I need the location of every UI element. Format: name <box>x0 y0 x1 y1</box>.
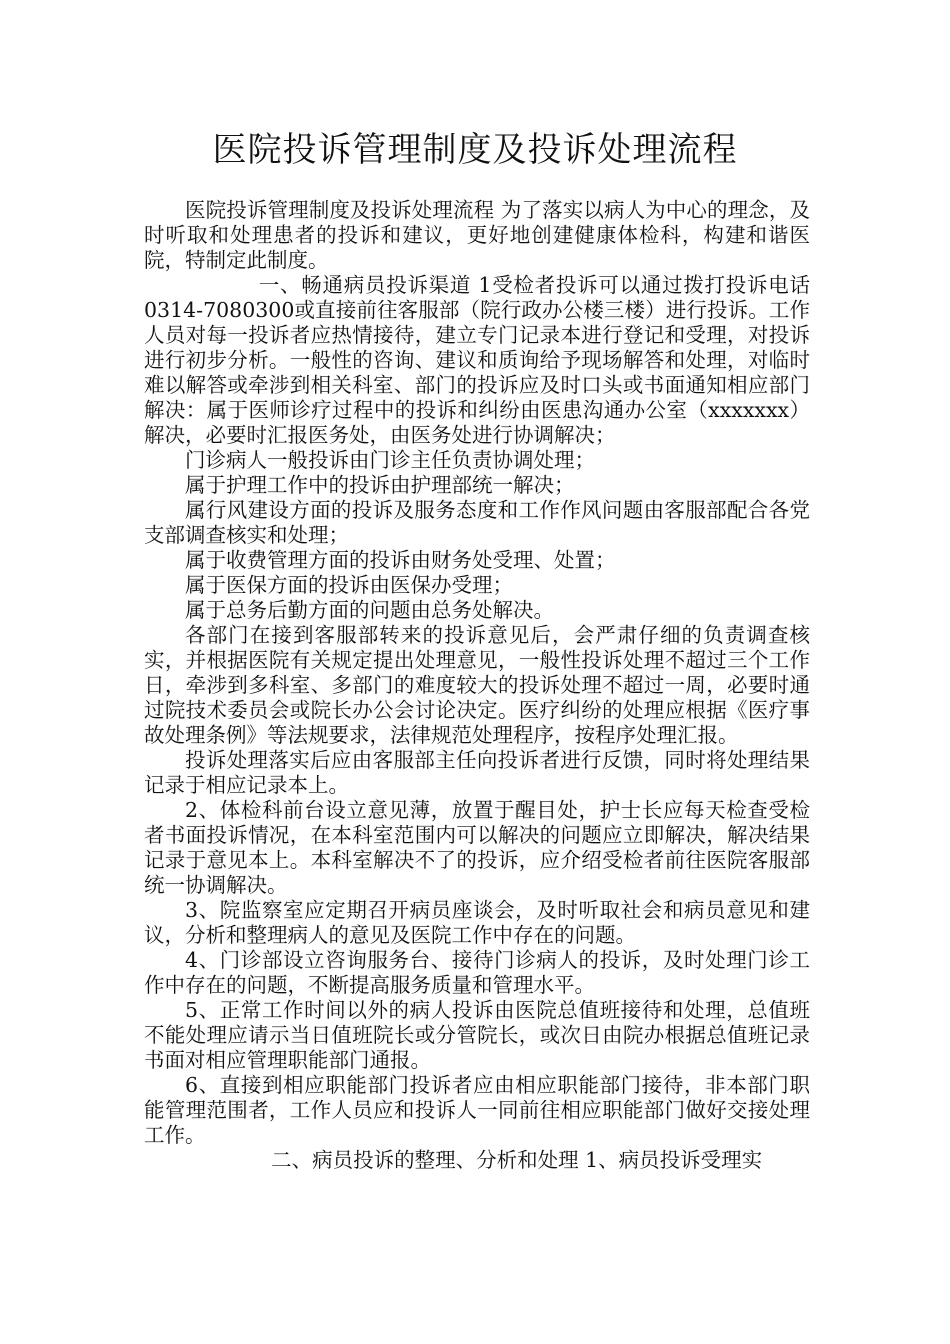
paragraph-section-1: 一、畅通病员投诉渠道 1受检者投诉可以通过拨打投诉电话0314-7080300或直接前往客服部（院行政办公楼三楼）进行投诉。工作人员对每一投诉者应热情接待，建立专门记录本进行登记和受理，对投诉进行初步分析。一般性的咨询、建议和质询给予现场解答和处理，对临时难以解答或牵涉到相关科室、部门的投诉应及时口头或书面通知相应部门解决：属于医师诊疗过程中的投诉和纠纷由医患沟通办公室（xxxxxxx）解决，必要时汇报医务处，由医务处进行协调解决； <box>144 273 810 447</box>
paragraph-nursing: 属于护理工作中的投诉由护理部统一解决； <box>185 473 575 497</box>
document-title: 医院投诉管理制度及投诉处理流程 <box>212 130 738 170</box>
paragraph-logistics: 属于总务后勤方面的问题由总务处解决。 <box>185 598 554 622</box>
paragraph-feedback: 投诉处理落实后应由客服部主任向投诉者进行反馈，同时将处理结果记录于相应记录本上。 <box>144 748 810 797</box>
paragraph-insurance: 属于医保方面的投诉由医保办受理； <box>185 573 513 597</box>
paragraph-item-2: 2、体检科前台设立意见薄，放置于醒目处，护士长应每天检查受检者书面投诉情况，在本科室范围内可以解决的问题应立即解决，解决结果记录于意见本上。本科室解决不了的投诉，应介绍受检者前往医院客服部统一协调解决。 <box>144 798 810 897</box>
document-body <box>144 198 810 1173</box>
paragraph-item-6: 6、直接到相应职能部门投诉者应由相应职能部门接待，非本部门职能管理范围者，工作人员应和投诉人一同前往相应职能部门做好交接处理工作。 <box>144 1073 810 1147</box>
paragraph-item-5: 5、正常工作时间以外的病人投诉由医院总值班接待和处理，总值班不能处理应请示当日值班院长或分管院长，或次日由院办根据总值班记录书面对相应管理职能部门通报。 <box>144 998 810 1072</box>
paragraph-departments: 各部门在接到客服部转来的投诉意见后，会严肃仔细的负责调查核实，并根据医院有关规定提出处理意见，一般性投诉处理不超过三个工作日，牵涉到多科室、多部门的难度较大的投诉处理不超过一周，必要时通过院技术委员会或院长办公会讨论决定。医疗纠纷的处理应根据《医疗事故处理条例》等法规要求，法律规范处理程序，按程序处理汇报。 <box>144 623 810 747</box>
paragraph-outpatient: 门诊病人一般投诉由门诊主任负责协调处理； <box>185 448 595 472</box>
paragraph-section-2: 二、病员投诉的整理、分析和处理 1、病员投诉受理实 <box>271 1148 763 1172</box>
paragraph-intro: 医院投诉管理制度及投诉处理流程 为了落实以病人为中心的理念，及时听取和处理患者的投诉和建议，更好地创建健康体检科，构建和谐医院，特制定此制度。 <box>144 198 810 272</box>
paragraph-billing: 属于收费管理方面的投诉由财务处受理、处置； <box>185 548 616 572</box>
paragraph-item-3: 3、院监察室应定期召开病员座谈会，及时听取社会和病员意见和建议，分析和整理病人的意见及医院工作中存在的问题。 <box>144 898 810 947</box>
paragraph-item-4: 4、门诊部设立咨询服务台、接待门诊病人的投诉，及时处理门诊工作中存在的问题，不断提高服务质量和管理水平。 <box>144 948 810 997</box>
paragraph-conduct: 属行风建设方面的投诉及服务态度和工作作风问题由客服部配合各党支部调查核实和处理； <box>144 498 810 547</box>
